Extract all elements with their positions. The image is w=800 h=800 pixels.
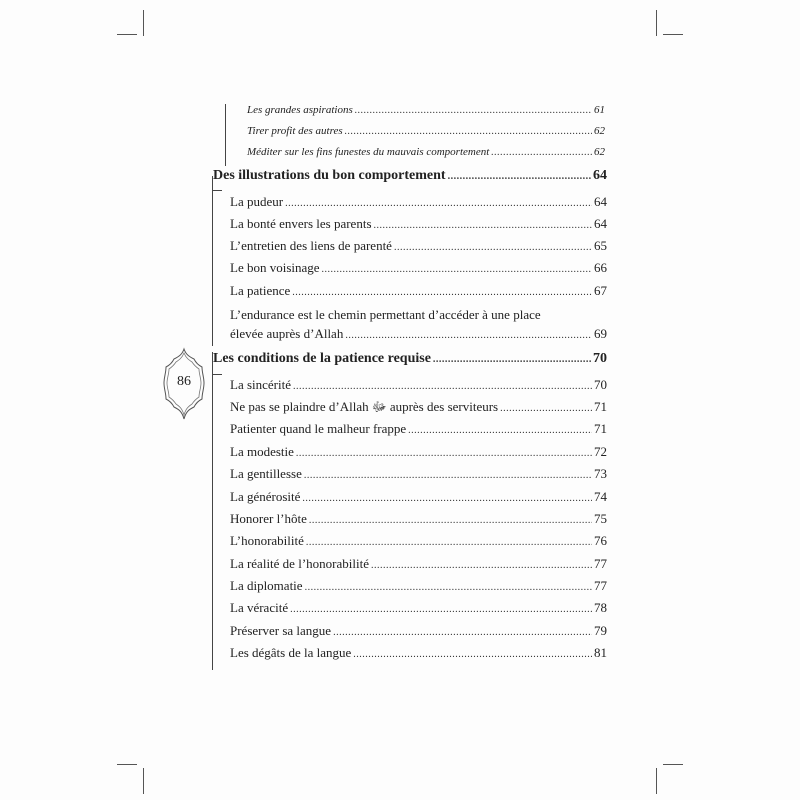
toc-entry-title-line1: L’endurance est le chemin permettant d’accéder à une place: [230, 307, 541, 322]
toc-leader-dots: [285, 198, 592, 209]
toc-entry-title: La pudeur: [230, 194, 284, 209]
toc-leader-dots: [353, 649, 592, 660]
toc-entry-title-line2: élevée auprès d’Allah: [230, 326, 344, 341]
toc-entry-title: Patienter quand le malheur frappe: [230, 421, 407, 436]
toc-entry[interactable]: [230, 216, 607, 232]
toc-entry-title: La générosité: [230, 489, 301, 504]
toc-rule: [212, 374, 222, 375]
toc-heading-page: 64: [593, 168, 607, 183]
toc-leader-dots: [394, 242, 592, 253]
toc-section-heading[interactable]: [213, 168, 607, 184]
toc-entry-title: La bonté envers les parents: [230, 216, 372, 231]
toc-section-heading[interactable]: [213, 351, 607, 367]
toc-entry[interactable]: [230, 444, 607, 460]
page-number-ornament: [160, 347, 208, 421]
toc-entry-page: 73: [594, 466, 607, 481]
toc-entry-page: 70: [594, 377, 607, 392]
toc-entry[interactable]: [247, 104, 605, 116]
toc-entry-page: 78: [594, 600, 607, 615]
toc-entry[interactable]: [230, 556, 607, 572]
crop-mark: [663, 764, 683, 765]
toc-entry[interactable]: [230, 305, 607, 345]
toc-entry-title: La patience: [230, 283, 291, 298]
toc-entry-title: Honorer l’hôte: [230, 511, 307, 526]
toc-entry[interactable]: [230, 377, 607, 393]
toc-leader-dots: [448, 171, 591, 182]
toc-entry-page: 69: [594, 326, 607, 341]
toc-leader-dots: [500, 403, 592, 414]
toc-entry[interactable]: [230, 466, 607, 482]
toc-entry[interactable]: [230, 421, 607, 437]
toc-entry[interactable]: [230, 399, 607, 418]
toc-entry-title: La sincérité: [230, 377, 291, 392]
toc-entry-page: 76: [594, 533, 607, 548]
toc-leader-dots: [355, 105, 592, 116]
toc-entry[interactable]: [230, 283, 607, 299]
toc-entry-title: Tirer profit des autres: [247, 125, 343, 137]
toc-entry[interactable]: [230, 238, 607, 254]
crop-mark: [656, 768, 657, 794]
toc-leader-dots: [408, 425, 592, 436]
toc-entry[interactable]: [230, 578, 607, 594]
toc-entry-page: 77: [594, 556, 607, 571]
toc-entry-page: 71: [594, 399, 607, 414]
toc-entry-title: Méditer sur les fins funestes du mauvais comportement: [247, 146, 490, 158]
toc-leader-dots: [322, 264, 592, 275]
page-number: 86: [177, 374, 191, 389]
toc-entry-title: La véracité: [230, 600, 289, 615]
toc-leader-dots: [290, 604, 592, 615]
toc-entry-page: 62: [594, 125, 605, 137]
toc-entry[interactable]: [230, 600, 607, 616]
toc-leader-dots: [371, 560, 592, 571]
toc-leader-dots: [491, 147, 592, 158]
toc-entry-title: Les dégâts de la langue: [230, 645, 352, 660]
toc-heading-title: Des illustrations du bon comportement: [213, 168, 446, 183]
toc-entry[interactable]: [247, 125, 605, 137]
toc-entry-title: L’honorabilité: [230, 533, 304, 548]
toc-entry-page: 61: [594, 104, 605, 116]
toc-entry-title: La modestie: [230, 444, 294, 459]
toc-leader-dots: [374, 220, 592, 231]
toc-entry[interactable]: [230, 489, 607, 505]
toc-heading-title: Les conditions de la patience requise: [213, 351, 431, 366]
toc-entry-page: 77: [594, 578, 607, 593]
toc-leader-dots: [306, 537, 592, 548]
toc-leader-dots: [296, 448, 592, 459]
crop-mark: [143, 10, 144, 36]
toc-entry[interactable]: [230, 623, 607, 639]
toc-heading-page: 70: [593, 351, 607, 366]
toc-rule: [212, 190, 222, 191]
toc-leader-dots: [309, 515, 592, 526]
toc-entry-page: 65: [594, 238, 607, 253]
toc-entry-title: L’entretien des liens de parenté: [230, 238, 392, 253]
toc-entry-page: 75: [594, 511, 607, 526]
toc-entry-page: 66: [594, 260, 607, 275]
crop-mark: [117, 764, 137, 765]
toc-entry[interactable]: [230, 260, 607, 276]
toc-entry-title: La réalité de l’honorabilité: [230, 556, 369, 571]
toc-entry-title: Le bon voisinage: [230, 260, 320, 275]
toc-rule: [225, 104, 226, 166]
toc-leader-dots: [304, 470, 592, 481]
crop-mark: [663, 34, 683, 35]
toc-entry[interactable]: [230, 645, 607, 661]
toc-leader-dots: [433, 354, 591, 365]
toc-leader-dots: [305, 582, 592, 593]
toc-leader-dots: [345, 326, 592, 345]
toc-entry-page: 64: [594, 194, 607, 209]
crop-mark: [117, 34, 137, 35]
toc-entry[interactable]: [230, 511, 607, 527]
toc-entry-page: 62: [594, 146, 605, 158]
toc-rule: [212, 374, 213, 670]
toc-entry-title: La gentillesse: [230, 466, 302, 481]
toc-entry-title: Ne pas se plaindre d’Allah ﷻ auprès des serviteurs: [230, 399, 499, 414]
toc-entry-title: Les grandes aspirations: [247, 104, 353, 116]
toc-entry-page: 81: [594, 645, 607, 660]
toc-entry-page: 67: [594, 283, 607, 298]
toc-entry-page: 79: [594, 623, 607, 638]
toc-entry-title: La diplomatie: [230, 578, 303, 593]
toc-entry-page: 74: [594, 489, 607, 504]
toc-leader-dots: [292, 287, 592, 298]
toc-entry[interactable]: [230, 194, 607, 210]
toc-rule: [212, 190, 213, 346]
toc-entry-page: 72: [594, 444, 607, 459]
toc-entry[interactable]: [247, 146, 605, 158]
crop-mark: [143, 768, 144, 794]
toc-leader-dots: [293, 381, 592, 392]
crop-mark: [656, 10, 657, 36]
toc-entry[interactable]: [230, 533, 607, 549]
toc-entry-page: 64: [594, 216, 607, 231]
toc-entry-page: 71: [594, 421, 607, 436]
toc-entry-title: Préserver sa langue: [230, 623, 332, 638]
toc-leader-dots: [302, 493, 592, 504]
toc-leader-dots: [345, 126, 592, 137]
toc-leader-dots: [333, 627, 592, 638]
